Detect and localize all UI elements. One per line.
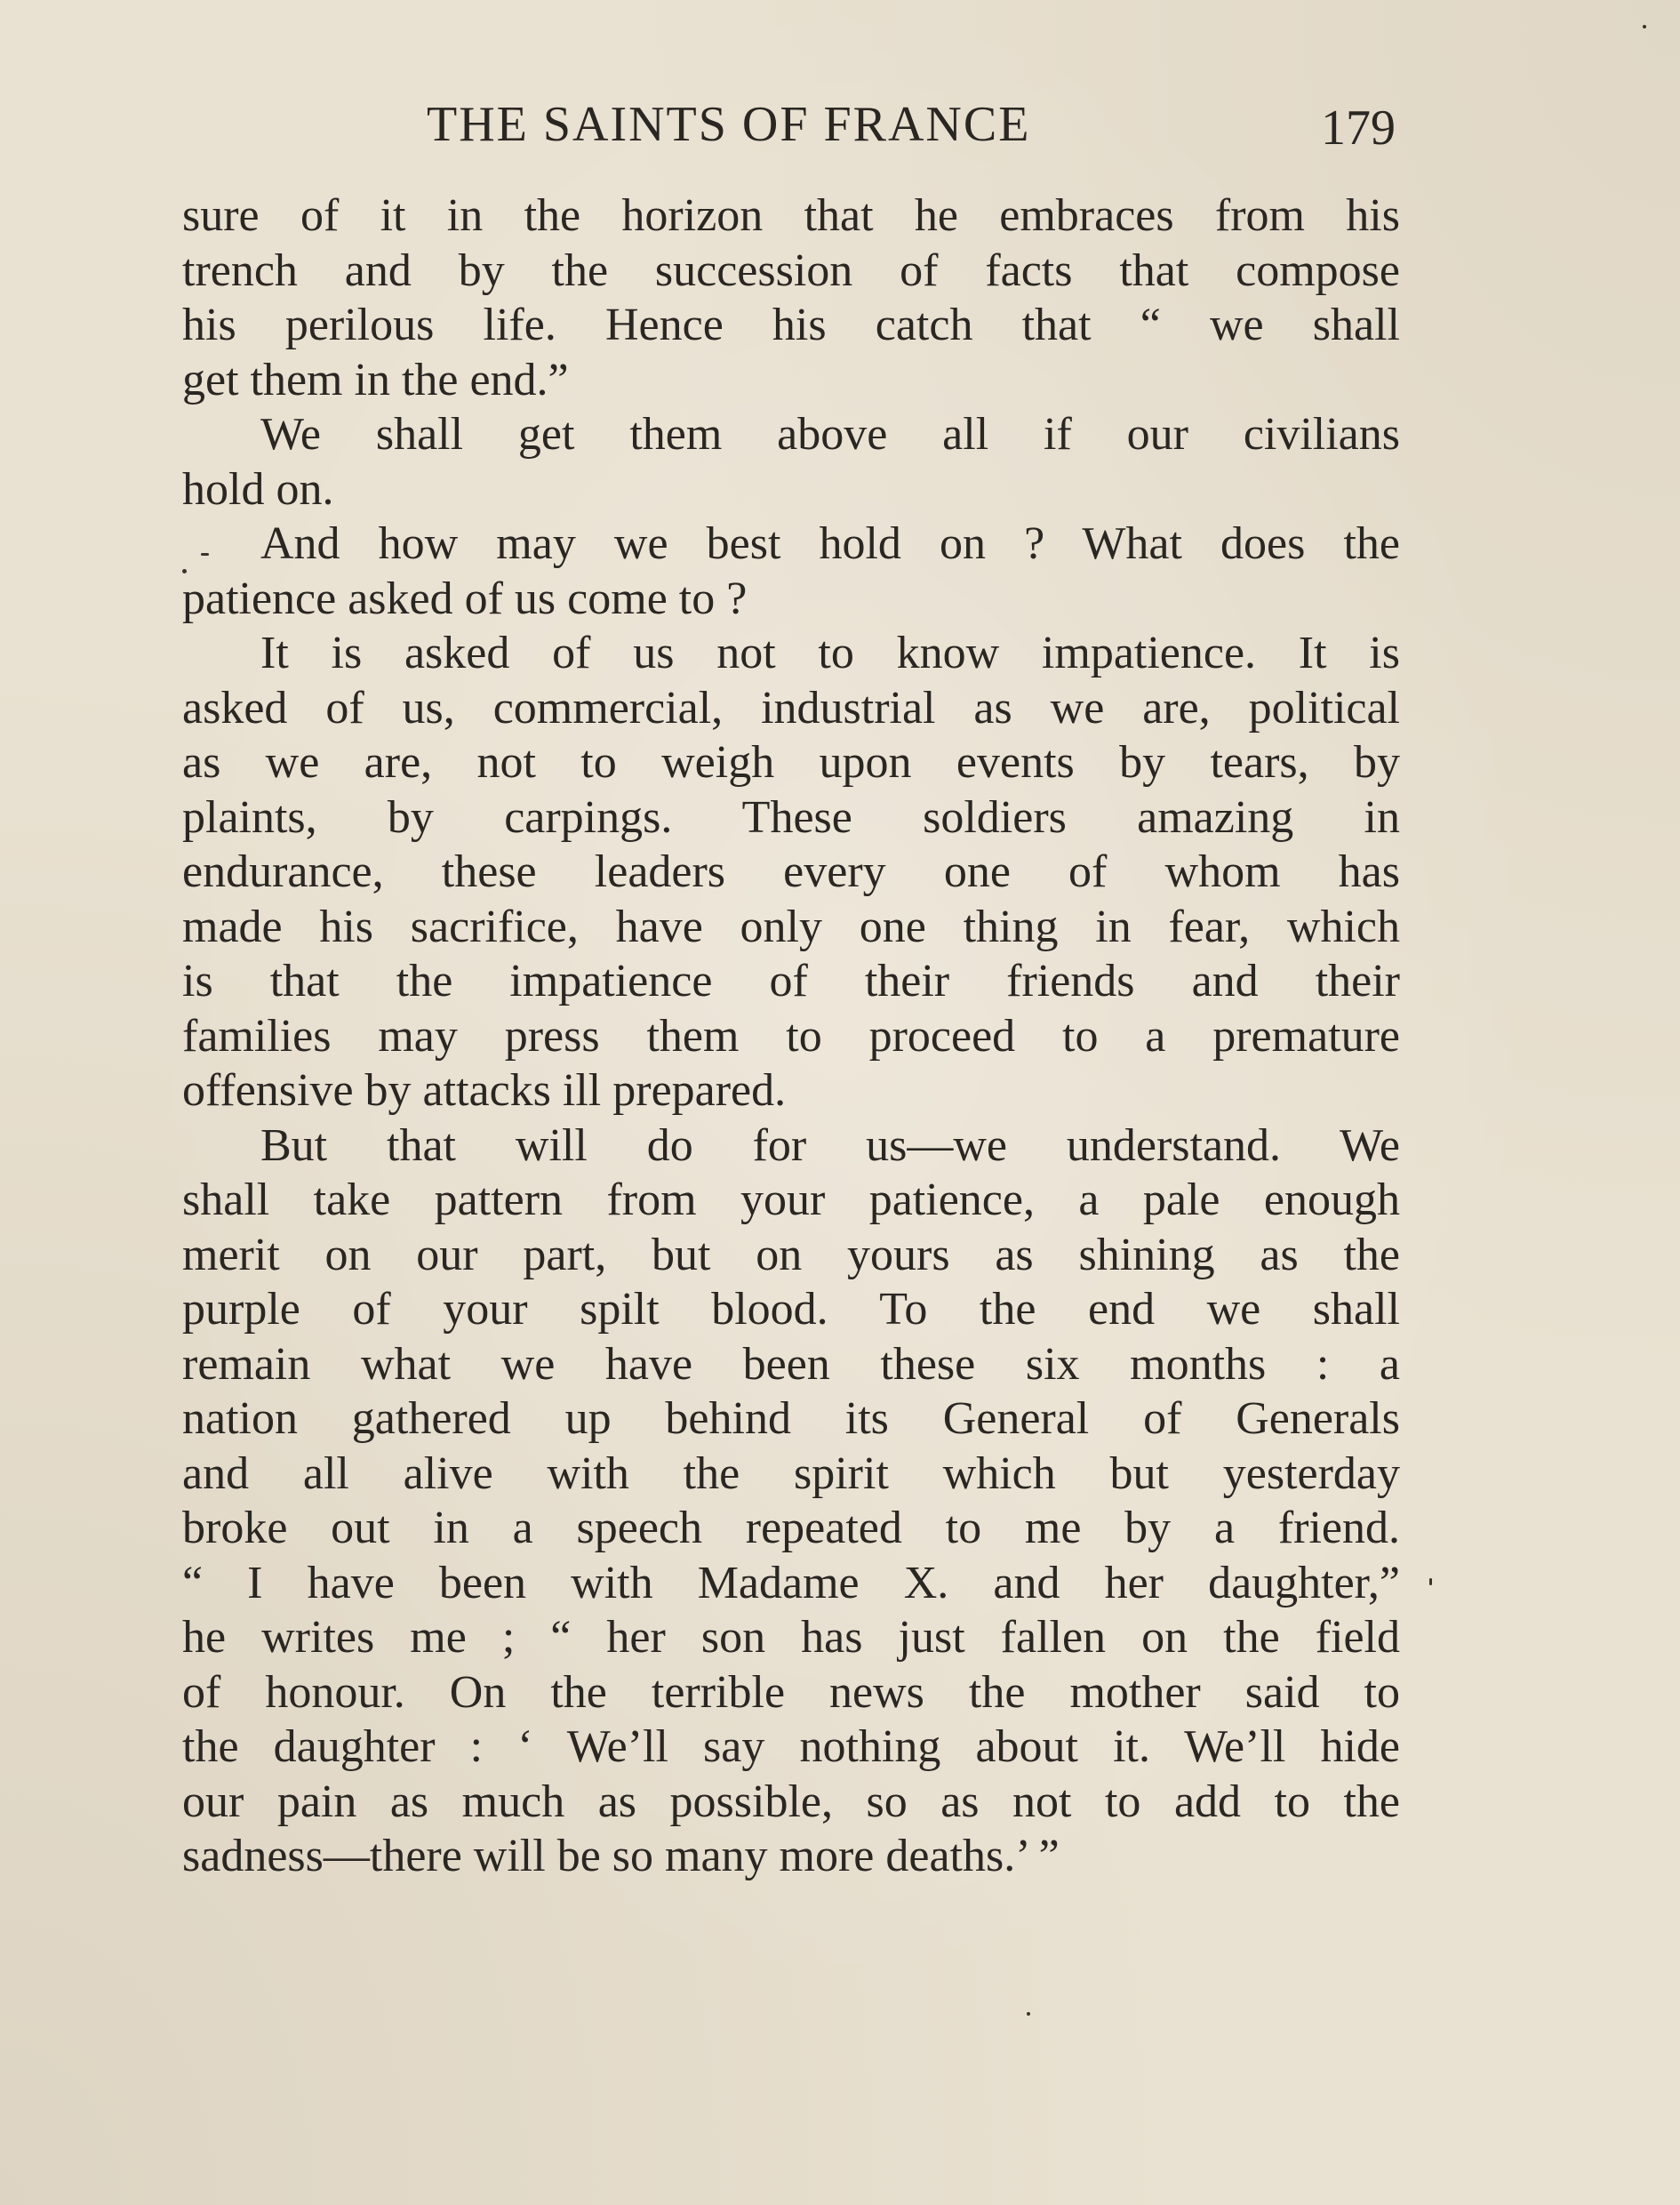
text-line: It is asked of us not to know impatience. It is <box>260 628 1400 678</box>
text-line: his perilous life. Hence his catch that “ we shall <box>182 300 1400 350</box>
text-line: sure of it in the horizon that he embraces from his <box>182 190 1400 241</box>
text-line: get them in the end.” <box>182 354 569 405</box>
text-line: he writes me ; “ her son has just fallen on the field <box>182 1612 1400 1663</box>
text-line: as we are, not to weigh upon events by tears, by <box>182 737 1400 788</box>
print-speck <box>1643 25 1646 28</box>
page-number: 179 <box>1321 100 1396 156</box>
text-line: and all alive with the spirit which but yesterday <box>182 1447 1400 1499</box>
text-line: nation gathered up behind its General of Generals <box>182 1393 1400 1444</box>
text-line: made his sacrifice, have only one thing in fear, which <box>182 901 1400 952</box>
print-speck <box>182 569 187 573</box>
text-line: is that the impatience of their friends and their <box>182 956 1400 1006</box>
text-line: merit on our part, but on yours as shining as the <box>182 1229 1400 1280</box>
print-speck <box>201 553 209 556</box>
text-line: plaints, by carpings. These soldiers amazing in <box>182 791 1400 843</box>
print-speck <box>1027 2012 1030 2016</box>
text-line: trench and by the succession of facts that compose <box>182 245 1400 296</box>
text-line: families may press them to proceed to a premature <box>182 1010 1400 1062</box>
text-line: But that will do for us—we understand. We <box>260 1119 1400 1171</box>
text-line: hold on. <box>182 463 334 515</box>
text-line: broke out in a speech repeated to me by a friend. <box>182 1503 1400 1553</box>
text-line: asked of us, commercial, industrial as we are, political <box>182 682 1400 734</box>
text-line: the daughter : ‘ We’ll say nothing about it. We’ll hide <box>182 1721 1400 1772</box>
text-line: We shall get them above all if our civilians <box>260 409 1400 460</box>
text-line: endurance, these leaders every one of whom has <box>182 846 1400 897</box>
text-line: purple of your spilt blood. To the end we shall <box>182 1284 1400 1335</box>
text-line: sadness—there will be so many more deaths.’ ” <box>182 1831 1060 1881</box>
text-line: shall take pattern from your patience, a pale enough <box>182 1175 1400 1225</box>
text-line: offensive by attacks ill prepared. <box>182 1065 787 1116</box>
body-text <box>182 188 1400 1884</box>
text-line: remain what we have been these six months : a <box>182 1338 1400 1390</box>
running-head <box>178 96 1396 167</box>
text-line: And how may we best hold on ? What does the <box>260 518 1400 569</box>
text-line: of honour. On the terrible news the mother said to <box>182 1666 1400 1718</box>
text-line: our pain as much as possible, so as not to add to the <box>182 1776 1400 1827</box>
text-line: “ I have been with Madame X. and her daughter,” <box>182 1557 1400 1608</box>
text-line: patience asked of us come to ? <box>182 573 748 624</box>
print-speck <box>1429 1578 1432 1585</box>
running-title: THE SAINTS OF FRANCE <box>427 97 1031 152</box>
